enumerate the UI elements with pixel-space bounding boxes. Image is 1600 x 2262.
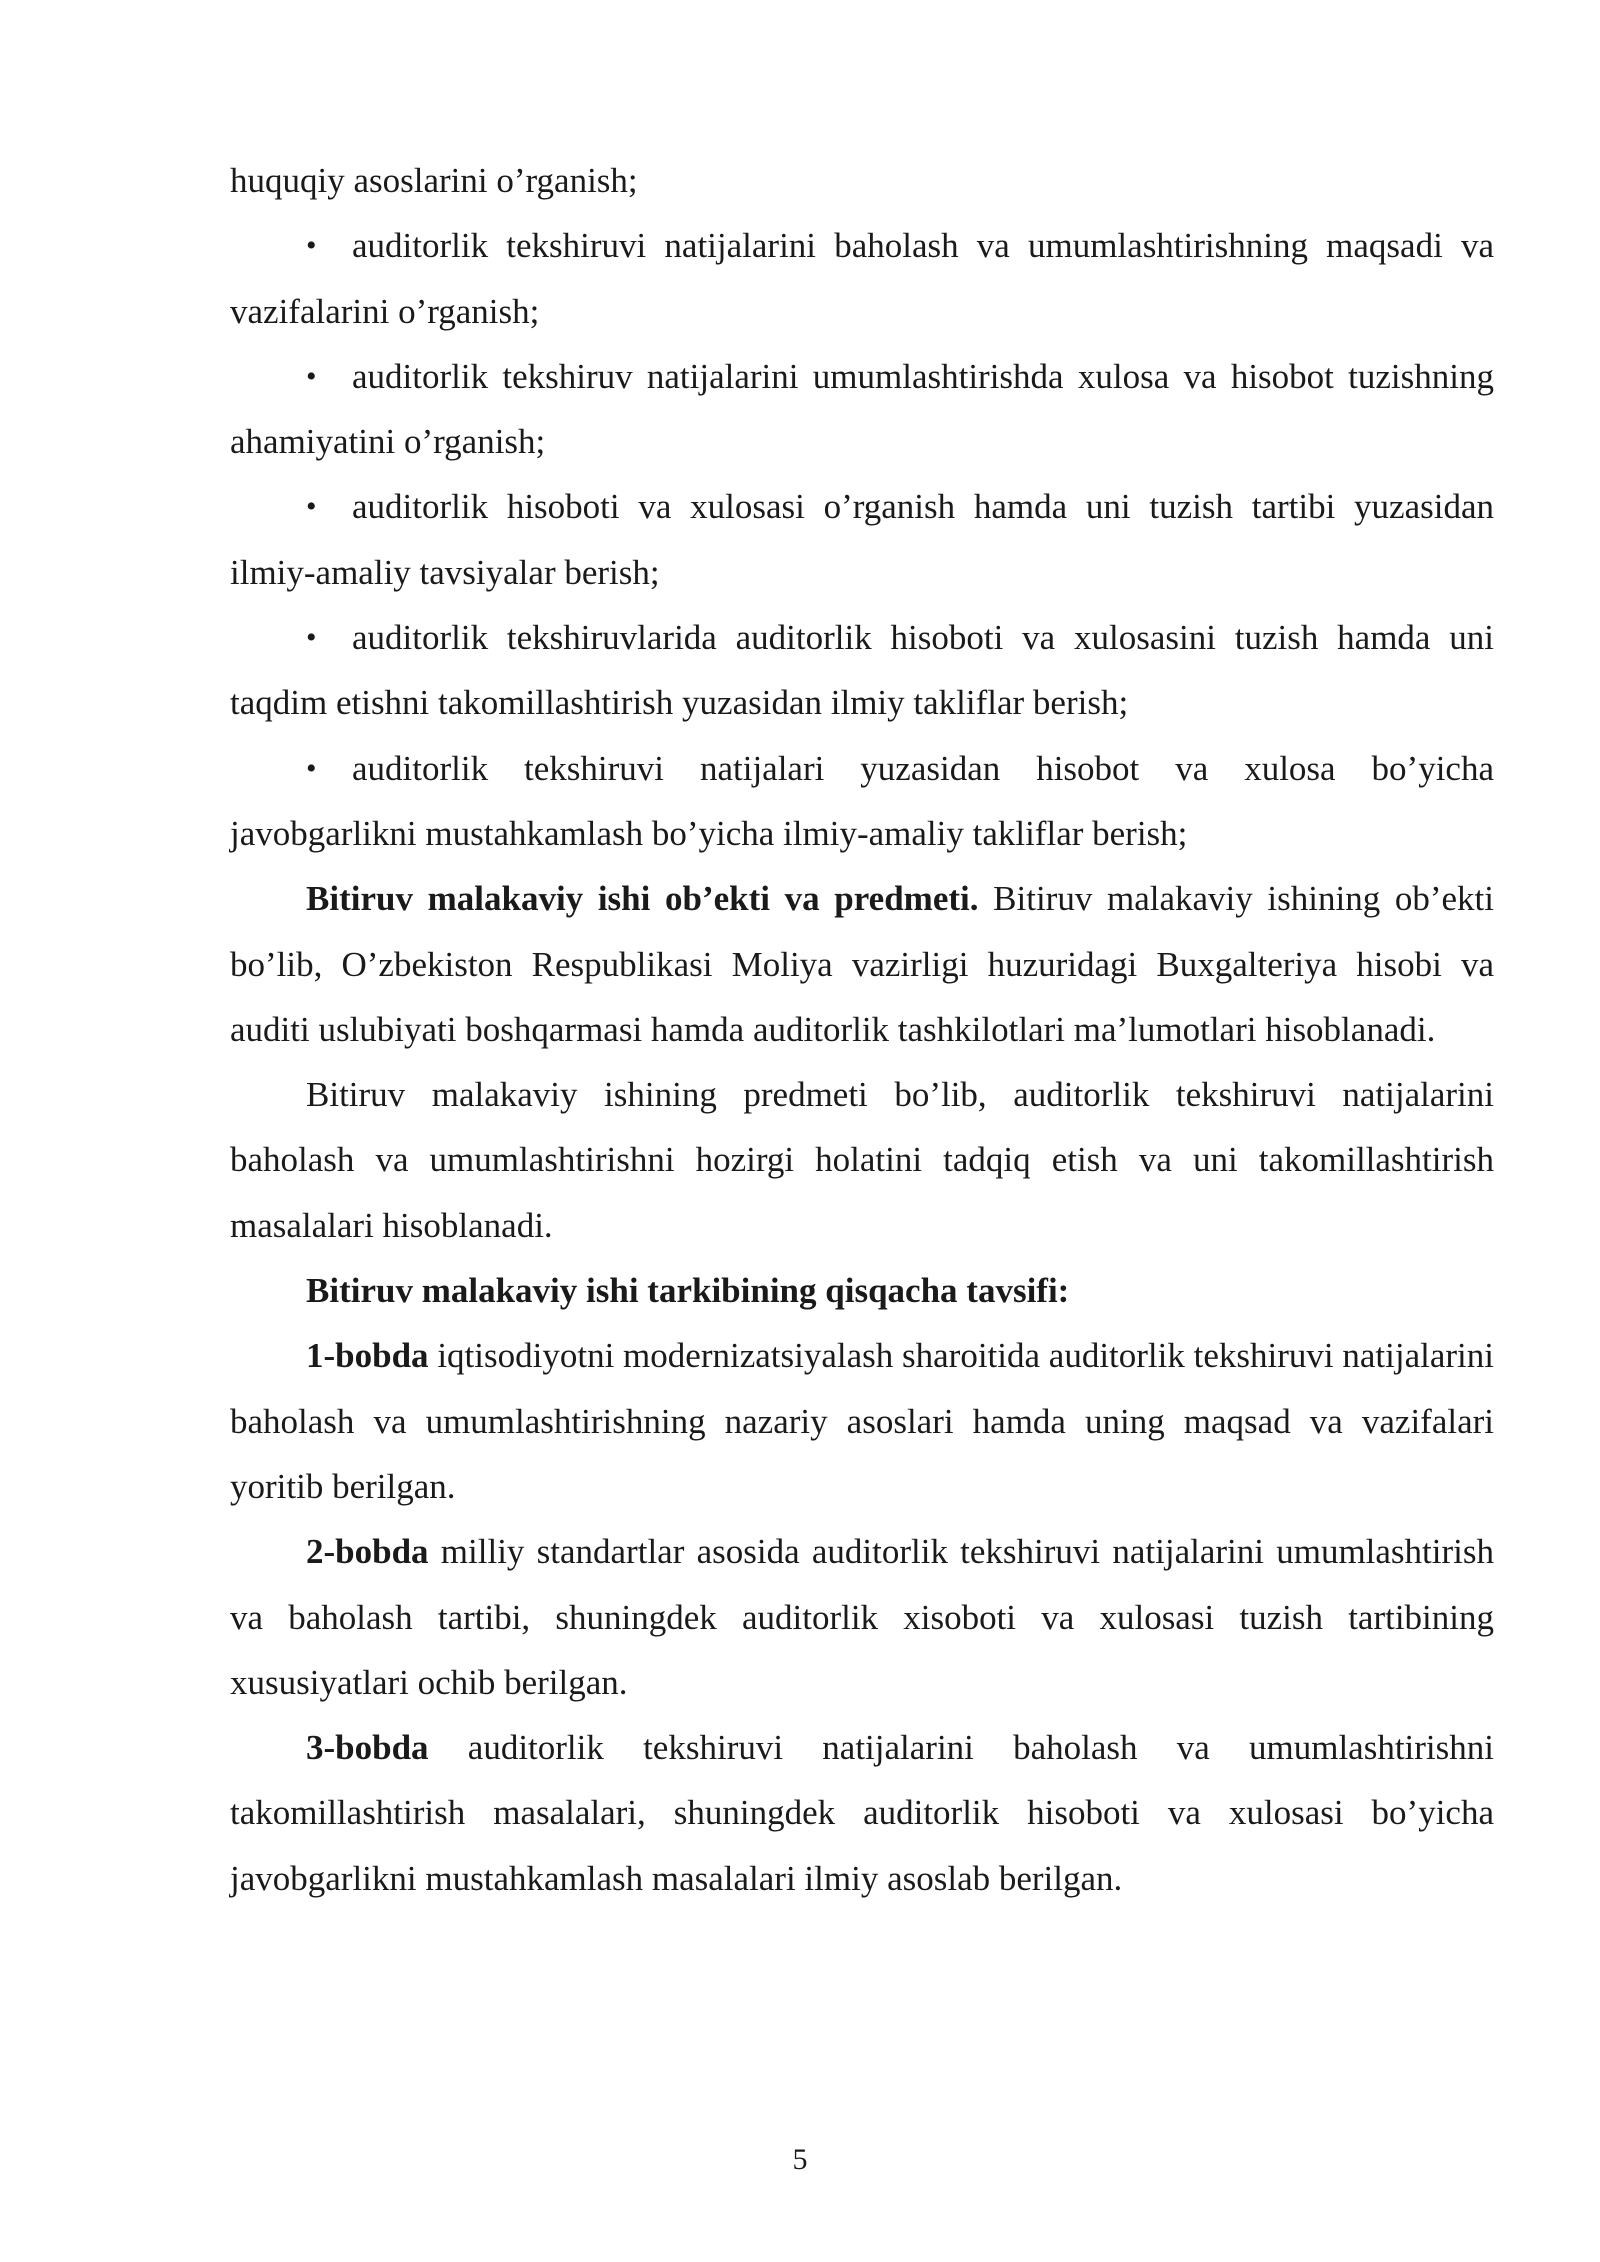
- list-item-text: auditorlik tekshiruvlarida auditorlik hisoboti va xulosasini tuzish hamda uni taqdim etishni takomillashtirish yuzasidan ilmiy takliflar berish;: [230, 618, 1494, 723]
- chapter-text: iqtisodiyotni modernizatsiyalash sharoitida auditorlik tekshiruvi natijalarini baholash va umumlashtirishning nazariy asoslari hamda uning maqsad va vazifalari yoritib berilgan.: [230, 1336, 1494, 1506]
- object-paragraph: [230, 866, 1494, 1062]
- chapter-paragraph: [230, 1519, 1494, 1715]
- object-heading: Bitiruv malakaviy ishi ob’ekti va predmeti.: [306, 879, 979, 919]
- chapter-label: 2-bobda: [306, 1532, 429, 1572]
- chapter-text: auditorlik tekshiruvi natijalarini baholash va umumlashtirishni takomillashtirish masalalari, shuningdek auditorlik hisoboti va xulosasi bo’yicha javobgarlikni mustahkamlash masalalari ilmiy asoslab berilgan.: [230, 1728, 1494, 1898]
- list-item: [230, 605, 1494, 736]
- list-item-text: auditorlik tekshiruvi natijalari yuzasidan hisobot va xulosa bo’yicha javobgarlikni mustahkamlash bo’yicha ilmiy-amaliy takliflar berish;: [230, 748, 1494, 853]
- list-item: [230, 344, 1494, 475]
- chapter-text: milliy standartlar asosida auditorlik tekshiruvi natijalarini umumlashtirish va baholash tartibi, shuningdek auditorlik xisoboti va xulosasi tuzish tartibining xususiyatlari ochib berilgan.: [230, 1532, 1494, 1702]
- list-item-text: auditorlik hisoboti va xulosasi o’rganish hamda uni tuzish tartibi yuzasidan ilmiy-amaliy tavsiyalar berish;: [230, 487, 1494, 592]
- list-item-text: auditorlik tekshiruv natijalarini umumlashtirishda xulosa va hisobot tuzishning ahamiyatini o’rganish;: [230, 356, 1494, 462]
- list-item: [230, 474, 1494, 605]
- list-item-text: auditorlik tekshiruvi natijalarini baholash va umumlashtirishning maqsadi va vazifalarini o’rganish;: [230, 226, 1494, 331]
- continued-text: huquqiy asoslarini o’rganish;: [230, 161, 638, 200]
- bullet-icon: •: [306, 229, 317, 263]
- chapter-paragraph: [230, 1715, 1494, 1911]
- bullet-icon: •: [306, 359, 317, 393]
- structure-heading: Bitiruv malakaviy ishi tarkibining qisqacha tavsifi:: [306, 1271, 1070, 1311]
- subject-paragraph: Bitiruv malakaviy ishining predmeti bo’lib, auditorlik tekshiruvi natijalarini baholash va umumlashtirishni hozirgi holatini tadqiq etish va uni takomillashtirish masalalari hisoblanadi.: [230, 1075, 1494, 1245]
- page-body: [230, 148, 1494, 1911]
- chapter-label: 3-bobda: [306, 1728, 429, 1768]
- list-item: [230, 736, 1494, 867]
- bullet-icon: •: [306, 490, 317, 524]
- list-item: [230, 213, 1494, 344]
- object-text: Bitiruv malakaviy ishining ob’ekti bo’lib, O’zbekiston Respublikasi Moliya vazirligi huzuridagi Buxgalteriya hisobi va auditi uslubiyati boshqarmasi hamda auditorlik tashkilotlari ma’lumotlari hisoblanadi.: [230, 879, 1494, 1049]
- bullet-icon: •: [306, 621, 317, 655]
- page-number: 5: [792, 2143, 808, 2176]
- chapter-paragraph: [230, 1323, 1494, 1519]
- chapter-label: 1-bobda: [306, 1336, 429, 1376]
- bullet-icon: •: [306, 751, 317, 785]
